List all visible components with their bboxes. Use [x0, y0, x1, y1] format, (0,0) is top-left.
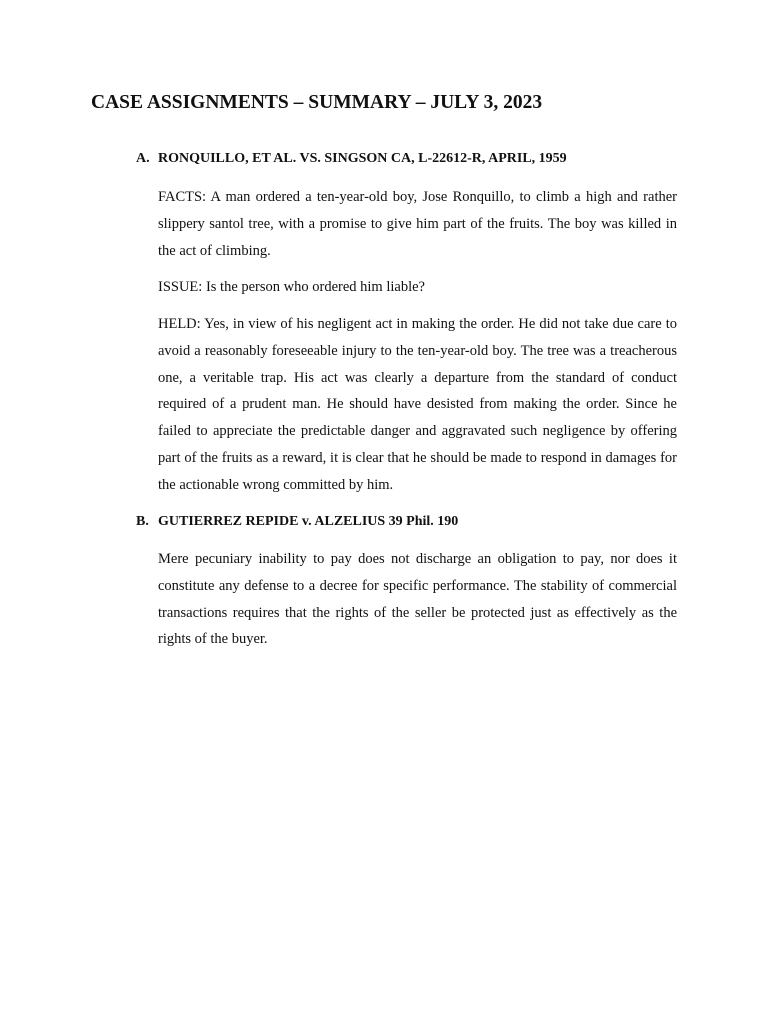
case-a-held-paragraph: HELD: Yes, in view of his negligent act in making the order. He did not take due care to avoid a reasonably foreseeable injury to the ten-year-old boy. The tree was a treacherous one, a veritable trap. His act was clearly a departure from the standard of conduct required of a prudent man. He should have desisted from making the order. Since he failed to appreciate the predictable danger and aggravated such negligence by offering part of the fruits as a reward, it is clear that he should be made to respond in damages for the actionable wrong committed by him.	[158, 316, 677, 493]
case-a-title: RONQUILLO, ET AL. VS. SINGSON CA, L-22612-R, APRIL, 1959	[158, 151, 567, 166]
case-a-facts-paragraph: FACTS: A man ordered a ten-year-old boy, Jose Ronquillo, to climb a high and rather slippery santol tree, with a promise to give him part of the fruits. The boy was killed in the act of climbing.	[158, 189, 677, 259]
case-a-issue-paragraph: ISSUE: Is the person who ordered him liable?	[158, 279, 425, 295]
case-b-body-paragraph: Mere pecuniary inability to pay does not discharge an obligation to pay, nor does it constitute any defense to a decree for specific performance. The stability of commercial transactions requires that the rights of the seller be protected just as effectively as the rights of the buyer.	[158, 551, 677, 648]
case-b-heading	[136, 514, 458, 530]
document-title: CASE ASSIGNMENTS – SUMMARY – JULY 3, 2023	[91, 92, 543, 113]
case-a-heading	[136, 151, 567, 167]
case-a-marker: A.	[136, 151, 150, 166]
case-b-marker: B.	[136, 514, 149, 529]
case-b-title: GUTIERREZ REPIDE v. ALZELIUS 39 Phil. 190	[158, 514, 459, 529]
